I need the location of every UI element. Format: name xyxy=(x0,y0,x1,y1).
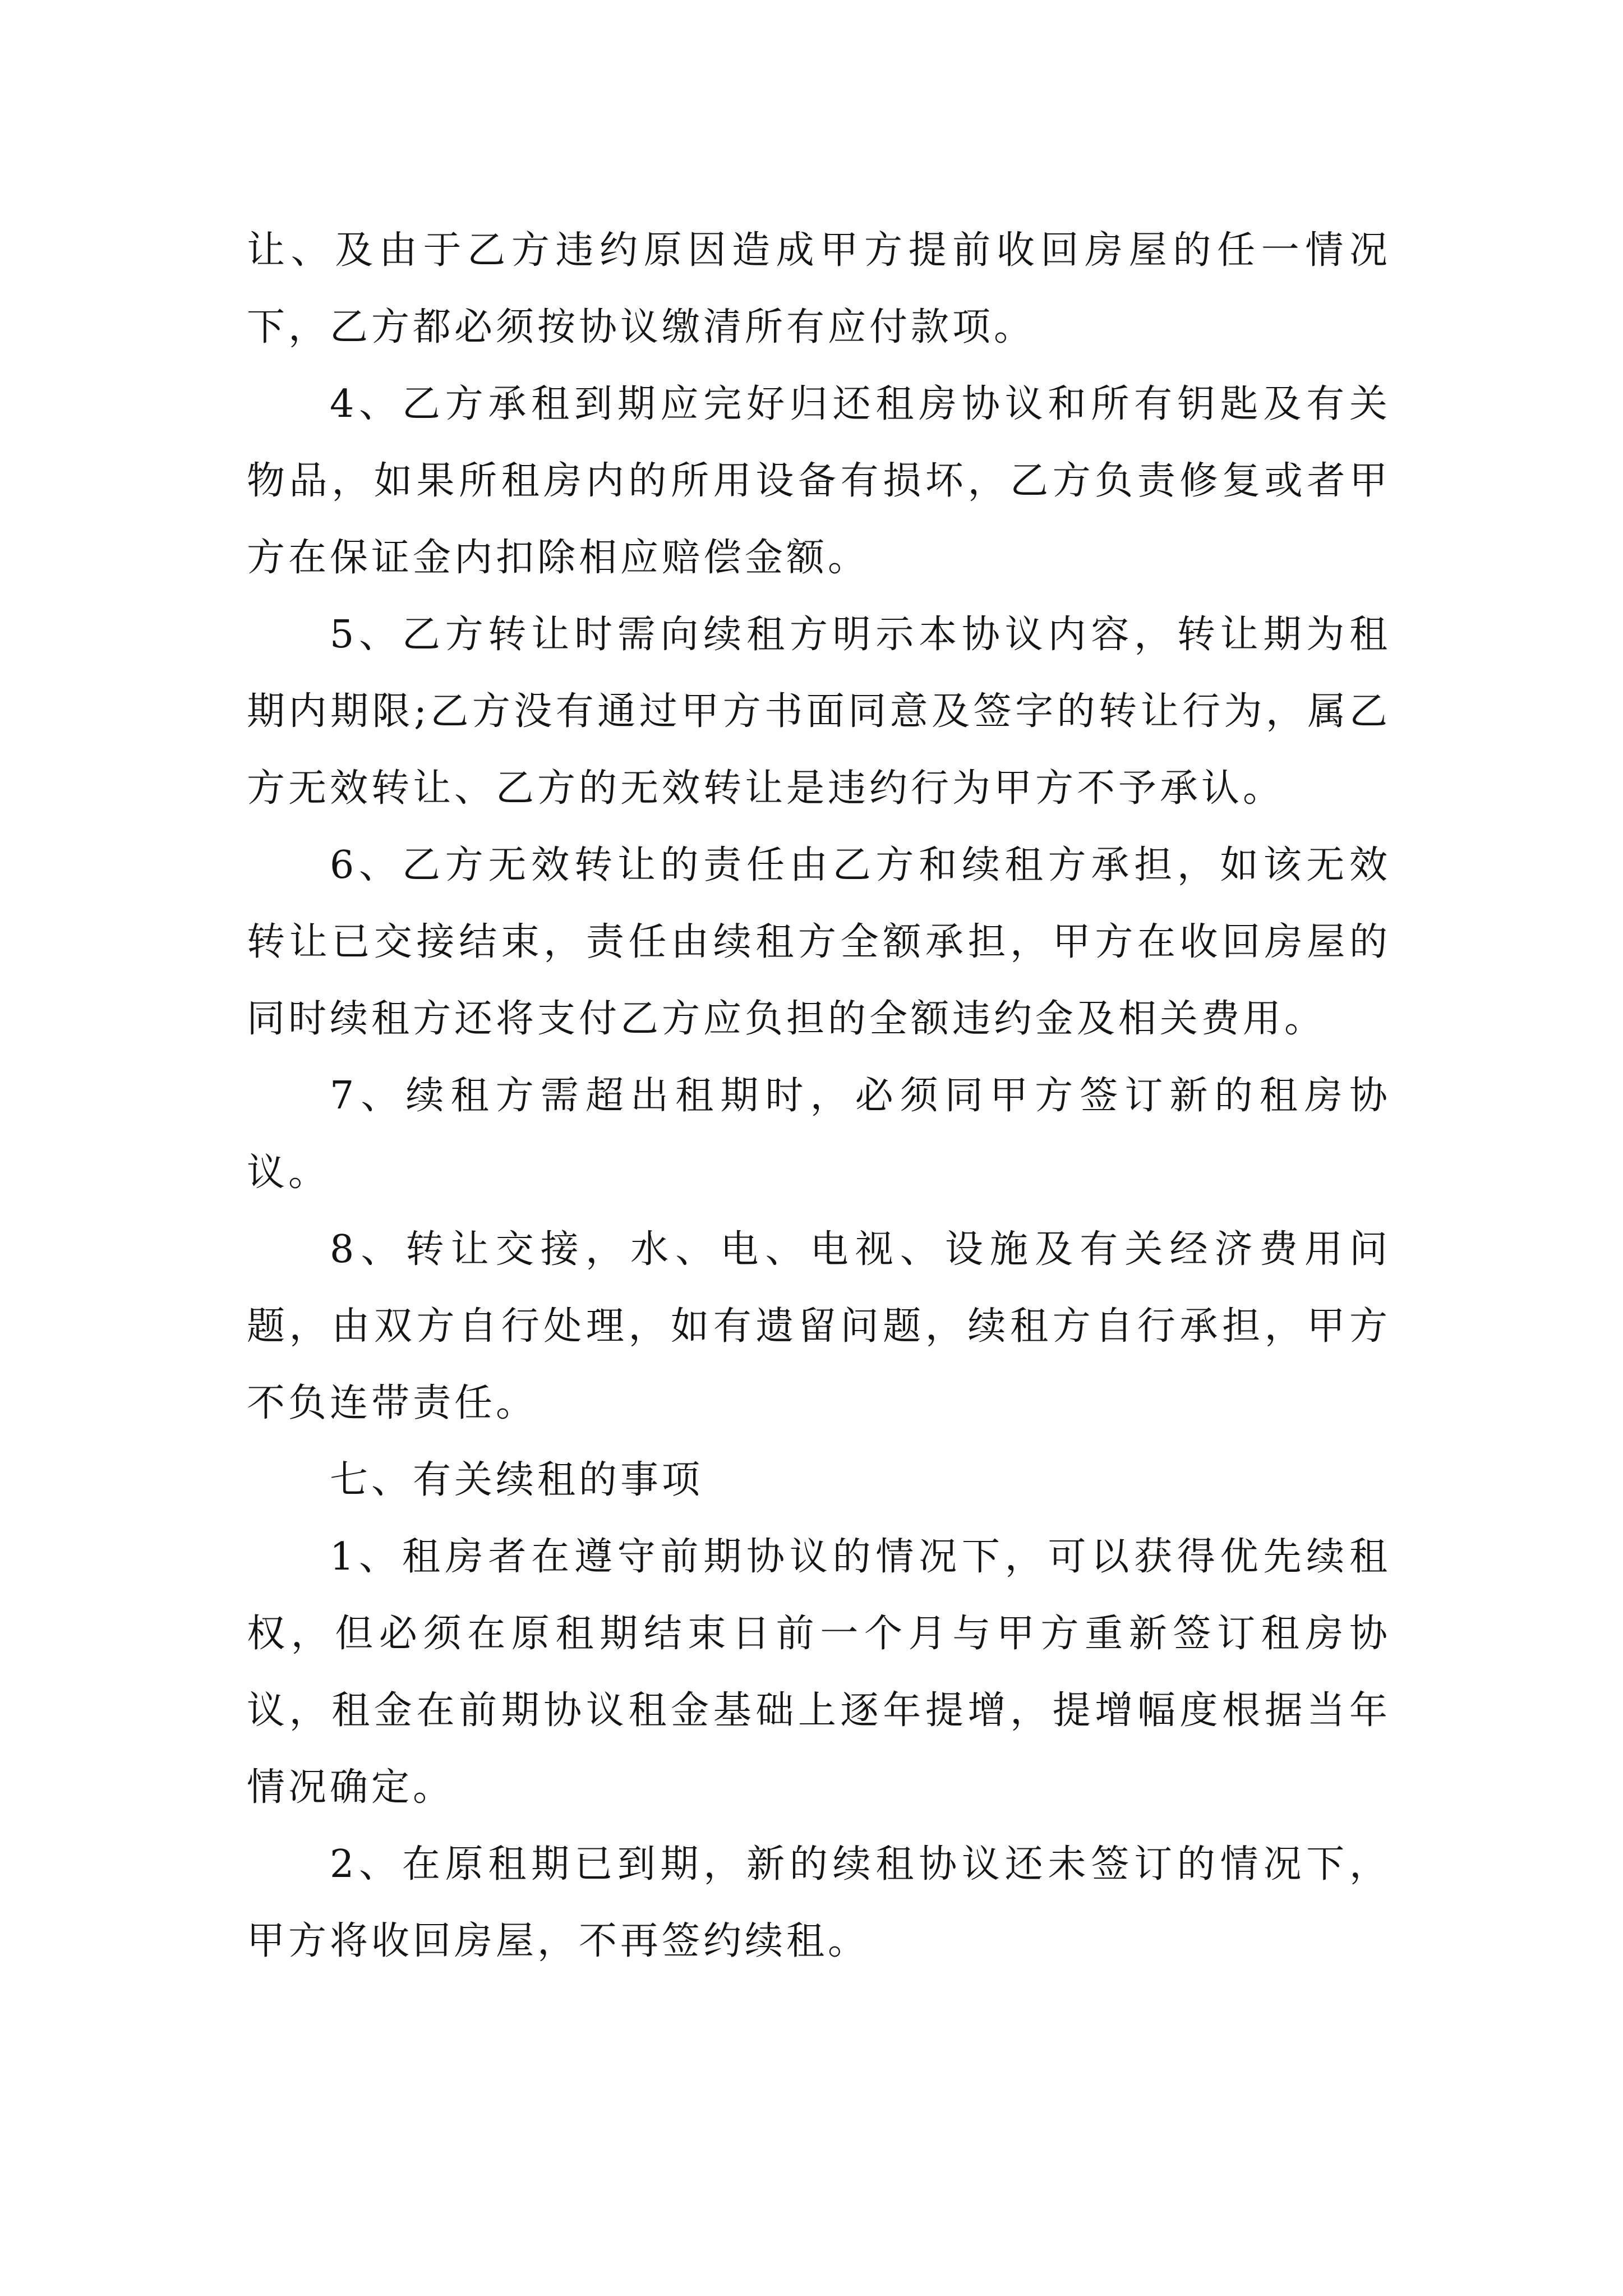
clause-7: 7、续租方需超出租期时，必须同甲方签订新的租房协议。 xyxy=(247,1074,1391,1195)
section-heading-renewal: 七、有关续租的事项 xyxy=(330,1458,704,1502)
clause-5: 5、乙方转让时需向续租方明示本协议内容，转让期为租期内期限;乙方没有通过甲方书面同意及签字的转让行为，属乙方无效转让、乙方的无效转让是违约行为甲方不予承认。 xyxy=(247,613,1391,811)
clause-8: 8、转让交接，水、电、电视、设施及有关经济费用问题，由双方自行处理，如有遗留问题，续租方自行承担，甲方不负连带责任。 xyxy=(247,1227,1391,1425)
document-body xyxy=(247,212,1391,1980)
renewal-clause-1: 1、租房者在遵守前期协议的情况下，可以获得优先续租权，但必须在原租期结束日前一个月与甲方重新签订租房协议，租金在前期协议租金基础上逐年提增，提增幅度根据当年情况确定。 xyxy=(247,1535,1391,1810)
paragraph: 让、及由于乙方违约原因造成甲方提前收回房屋的任一情况下，乙方都必须按协议缴清所有应付款项。 xyxy=(247,228,1391,349)
renewal-clause-2: 2、在原租期已到期，新的续租协议还未签订的情况下，甲方将收回房屋，不再签约续租。 xyxy=(247,1842,1391,1963)
clause-4: 4、乙方承租到期应完好归还租房协议和所有钥匙及有关物品，如果所租房内的所用设备有损坏，乙方负责修复或者甲方在保证金内扣除相应赔偿金额。 xyxy=(247,382,1391,580)
clause-6: 6、乙方无效转让的责任由乙方和续租方承担，如该无效转让已交接结束，责任由续租方全额承担，甲方在收回房屋的同时续租方还将支付乙方应负担的全额违约金及相关费用。 xyxy=(247,843,1391,1041)
